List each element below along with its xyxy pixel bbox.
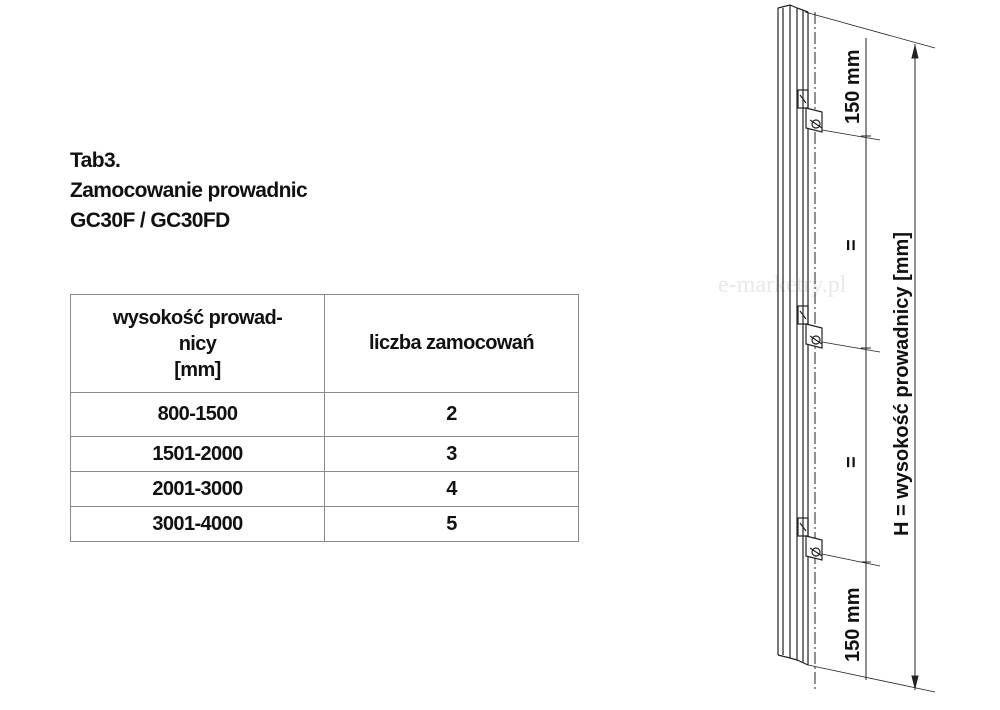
bracket-bottom (798, 518, 822, 560)
total-height-label: H = wysokość prowadnicy [mm] (891, 232, 913, 536)
segment-dimension-line (861, 38, 871, 680)
dim-top-label: 150 mm (842, 49, 864, 124)
guide-rail (778, 5, 808, 665)
cell-range: 3001-4000 (71, 507, 325, 542)
title-line-3: GC30F / GC30FD (70, 209, 230, 232)
cell-range: 1501-2000 (71, 437, 325, 472)
cell-range: 800-1500 (71, 393, 325, 437)
title-line-1: Tab3. (70, 149, 121, 172)
cell-count: 5 (325, 507, 579, 542)
bracket-middle (798, 306, 822, 348)
header-count: liczba zamocowań (325, 295, 579, 393)
dim-bottom-label: 150 mm (842, 587, 864, 662)
title-line-2: Zamocowanie prowadnic (70, 179, 308, 202)
header-height-line-1: wysokość prowad- (112, 306, 283, 329)
cell-count: 2 (325, 393, 579, 437)
watermark: e-marketry.pl (718, 272, 847, 298)
cell-range: 2001-3000 (71, 472, 325, 507)
header-height-line-3: [mm] (174, 358, 221, 381)
header-height-line-2: nicy (178, 332, 217, 355)
bracket-top (798, 90, 822, 132)
equal-mark-2: = (841, 456, 863, 468)
cell-count: 4 (325, 472, 579, 507)
equal-mark-1: = (841, 239, 863, 251)
cell-count: 3 (325, 437, 579, 472)
